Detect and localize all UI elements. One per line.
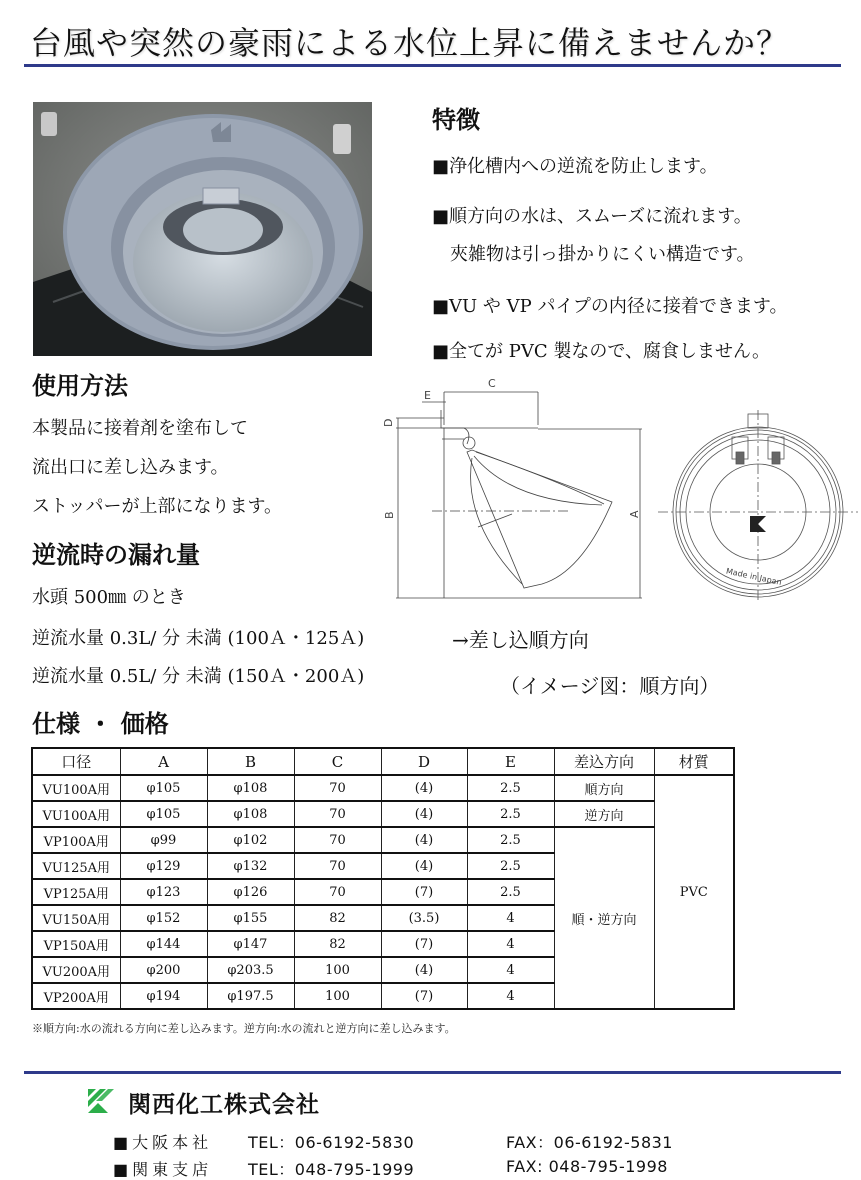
feature-item: ■順方向の水は、スムーズに流れます。	[432, 206, 752, 227]
dim-label-c: C	[488, 377, 496, 390]
col-header: B	[207, 748, 294, 775]
usage-line: ストッパーが上部になります。	[32, 496, 283, 517]
office-name: ■関東支店	[113, 1160, 213, 1179]
svg-text:Made in Japan: Made in Japan	[725, 566, 783, 588]
spec-table	[31, 747, 735, 1010]
leakage-line: 逆流水量 0.5L/ 分 未満 (150Ａ・200Ａ)	[32, 666, 365, 687]
diagram-image-caption: （イメージ図：順方向）	[500, 674, 720, 698]
company-block	[88, 1086, 320, 1119]
top-divider	[24, 64, 841, 67]
material-cell: PVC	[654, 775, 734, 1009]
phone-number: TEL：06-6192-5830	[248, 1133, 415, 1152]
spec-title: 仕様 ・ 価格	[32, 709, 169, 738]
fax-number: FAX: 048-795-1998	[506, 1157, 668, 1176]
spec-note: ※順方向:水の流れる方向に差し込みます。逆方向:水の流れと逆方向に差し込みます。	[32, 1022, 456, 1035]
table-row: VU150A用 φ152 φ155 82 (3.5) 4	[32, 905, 734, 931]
direction-cell: 順方向	[554, 775, 654, 801]
side-section-diagram	[372, 372, 652, 602]
table-header-row	[32, 748, 734, 775]
bottom-divider	[24, 1071, 841, 1074]
table-row: VP125A用 φ123 φ126 70 (7) 2.5	[32, 879, 734, 905]
front-view-diagram	[658, 402, 858, 607]
table-row: VU200A用 φ200 φ203.5 100 (4) 4	[32, 957, 734, 983]
usage-line: 流出口に差し込みます。	[32, 457, 229, 478]
leakage-line: 水頭 500㎜ のとき	[32, 587, 186, 608]
table-row: VP100A用 φ99 φ102 70 (4) 2.5 順・逆方向	[32, 827, 734, 853]
col-header: C	[294, 748, 381, 775]
svg-text:B: B	[383, 511, 396, 519]
contact-row-kanto	[113, 1157, 668, 1180]
table-row: VU100A用 φ105 φ108 70 (4) 2.5 逆方向	[32, 801, 734, 827]
svg-text:D: D	[382, 418, 395, 427]
leakage-title: 逆流時の漏れ量	[32, 540, 200, 569]
dim-label-e: E	[424, 389, 431, 402]
table-row: VU125A用 φ129 φ132 70 (4) 2.5	[32, 853, 734, 879]
usage-line: 本製品に接着剤を塗布して	[32, 418, 248, 439]
usage-title: 使用方法	[32, 371, 128, 400]
col-header: D	[381, 748, 467, 775]
company-name: 関西化工株式会社	[128, 1092, 320, 1118]
diagram-direction-caption: →差し込順方向	[452, 628, 589, 652]
office-name: ■大阪本社	[113, 1133, 213, 1152]
fax-number: FAX：06-6192-5831	[506, 1133, 673, 1152]
feature-item: 夾雑物は引っ掛かりにくい構造です。	[432, 244, 755, 265]
col-header: 口径	[32, 748, 120, 775]
direction-cell: 逆方向	[554, 801, 654, 827]
direction-cell: 順・逆方向	[554, 827, 654, 1009]
product-photo	[33, 102, 372, 356]
feature-item: ■浄化槽内への逆流を防止します。	[432, 156, 718, 177]
table-row: VU100A用 φ105 φ108 70 (4) 2.5 順方向 PVC	[32, 775, 734, 801]
leakage-line: 逆流水量 0.3L/ 分 未満 (100Ａ・125Ａ)	[32, 628, 365, 649]
phone-number: TEL：048-795-1999	[248, 1160, 415, 1179]
headline: 台風や突然の豪雨による水位上昇に備えませんか？	[30, 24, 790, 62]
feature-item: ■VU や VP パイプの内径に接着できます。	[432, 296, 788, 317]
company-logo-icon	[88, 1089, 114, 1117]
col-header: A	[120, 748, 207, 775]
svg-text:A: A	[628, 510, 641, 518]
contact-row-osaka	[113, 1130, 673, 1153]
features-title: 特徴	[432, 105, 480, 134]
col-header: 差込方向	[554, 748, 654, 775]
col-header: E	[467, 748, 554, 775]
feature-item: ■全てが PVC 製なので、腐食しません。	[432, 341, 771, 362]
table-row: VP150A用 φ144 φ147 82 (7) 4	[32, 931, 734, 957]
table-row: VP200A用 φ194 φ197.5 100 (7) 4	[32, 983, 734, 1009]
col-header: 材質	[654, 748, 734, 775]
